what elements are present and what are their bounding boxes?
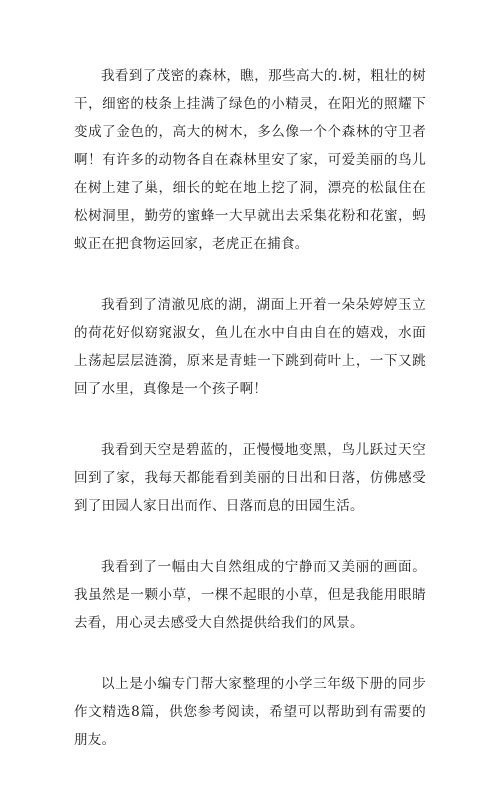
document-body: [74, 62, 426, 787]
paragraph-closing-note: 以上是小编专门帮大家整理的小学三年级下册的同步作文精选8篇，供您参考阅读，希望可以帮助到有需要的朋友。: [74, 676, 426, 748]
paragraph-forest: 我看到了茂密的森林，瞧，那些高大的.树，粗壮的树干，细密的枝条上挂满了绿色的小精灵，在阳光的照耀下变成了金色的，高大的树木，多么像一个个森林的守卫者啊！有许多的动物各自在森林里安了家，可爱美丽的鸟儿在树上建了巢，细长的蛇在地上挖了洞，漂亮的松鼠住在松树洞里，勤劳的蜜蜂一大早就出去采集花粉和花蜜，蚂蚁正在把食物运回家，老虎正在捕食。: [74, 68, 426, 252]
paragraph-nature: 我看到了一幅由大自然组成的宁静而又美丽的画面。我虽然是一颗小草，一棵不起眼的小草，但是我能用眼睛去看，用心灵去感受大自然提供给我们的风景。: [74, 559, 426, 631]
paragraph-lake: 我看到了清澈见底的湖，湖面上开着一朵朵婷婷玉立的荷花好似窈窕淑女，鱼儿在水中自由自在的嬉戏，水面上荡起层层涟漪，原来是青蛙一下跳到荷叶上，一下又跳回了水里，真像是一个孩子啊！: [74, 297, 426, 397]
paragraph-sky: 我看到天空是碧蓝的，正慢慢地变黑，鸟儿跃过天空回到了家，我每天都能看到美丽的日出和日落，仿佛感受到了田园人家日出而作、日落而息的田园生活。: [74, 442, 426, 514]
